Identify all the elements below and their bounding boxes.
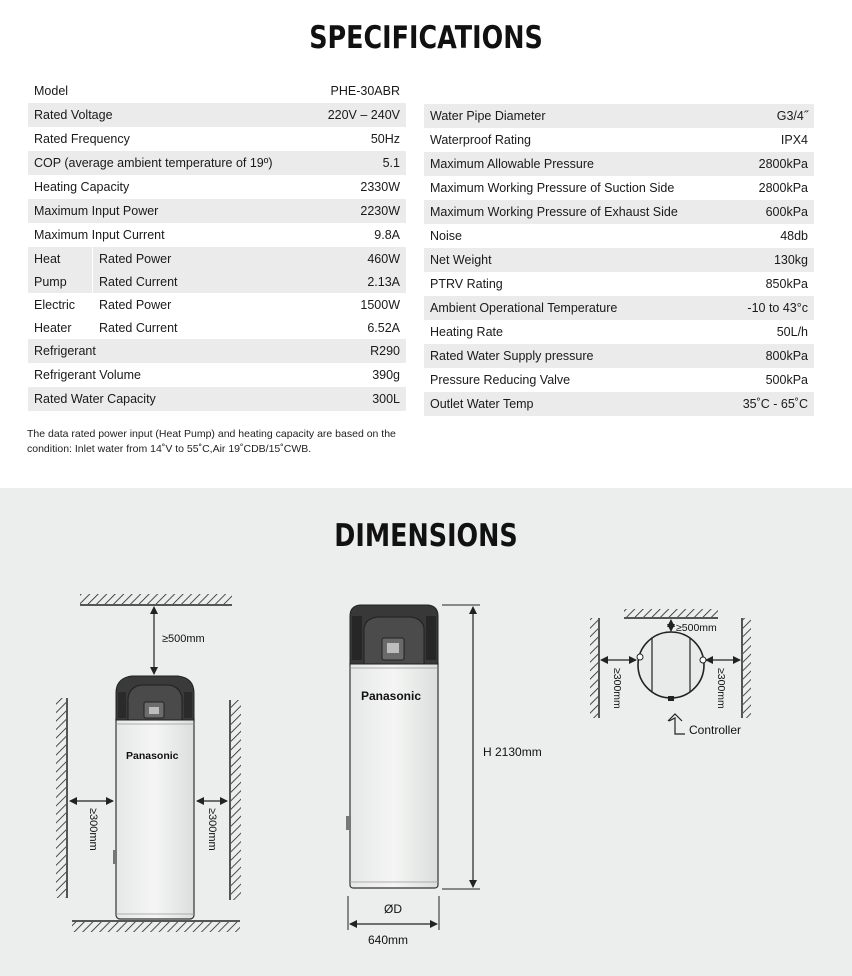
- spec-value: 220V – 240V: [308, 103, 406, 127]
- group-label: Heat: [28, 247, 93, 270]
- group-label: Pump: [28, 270, 93, 293]
- right-clearance-label: ≥300mm: [206, 808, 218, 851]
- spec-value: G3/4˝: [725, 104, 814, 128]
- spec-value: 130kg: [725, 248, 814, 272]
- left-spec-table: [28, 79, 406, 411]
- spec-value: -10 to 43°c: [725, 296, 814, 320]
- ceiling-hatch: [80, 594, 232, 604]
- spec-value: 600kPa: [725, 200, 814, 224]
- side-tank: [346, 605, 438, 888]
- spec-label: Rated Power: [99, 297, 172, 312]
- spec-value: 2230W: [308, 199, 406, 223]
- spec-row: [424, 320, 814, 344]
- height-label: H 2130mm: [483, 745, 542, 759]
- spec-label: Model: [34, 84, 69, 98]
- spec-row: [28, 363, 406, 387]
- spec-label: Rated Water Supply pressure: [424, 344, 725, 368]
- spec-row: [424, 392, 814, 416]
- spec-label: COP (average ambient temperature of 19º): [28, 151, 308, 175]
- top-clearance-label: ≥500mm: [162, 633, 205, 645]
- spec-label: Maximum Working Pressure of Suction Side: [430, 181, 675, 195]
- spec-label: Maximum Working Pressure of Exhaust Side: [424, 200, 725, 224]
- spec-label: Net Weight: [424, 248, 725, 272]
- spec-label: Ambient Operational Temperature: [424, 296, 725, 320]
- spec-value: 35˚C - 65˚C: [725, 392, 814, 416]
- plan-tank-circle: [638, 632, 704, 698]
- right-wall-hatch: [231, 700, 241, 900]
- height-view: [346, 605, 542, 947]
- spec-label: Noise: [430, 229, 462, 243]
- group-label: Electric: [28, 293, 93, 316]
- spec-value: 500kPa: [765, 373, 808, 387]
- spec-value: 48db: [780, 229, 808, 243]
- side-tank-brand: Panasonic: [361, 689, 422, 703]
- spec-row: [424, 152, 814, 176]
- spec-value: 460W: [308, 247, 406, 270]
- spec-label: Maximum Allowable Pressure: [424, 152, 725, 176]
- dimensions-section: [0, 488, 852, 976]
- spec-label: Rated Power: [93, 247, 309, 270]
- plan-right-clearance-label: ≥300mm: [715, 668, 727, 709]
- plan-view: [590, 609, 751, 737]
- plan-fitting-left: [637, 654, 643, 660]
- diameter-value: 640mm: [368, 933, 409, 947]
- group-label: Heater: [28, 316, 93, 339]
- spec-row: [28, 175, 406, 199]
- left-wall-hatch: [56, 698, 66, 898]
- spec-row: [28, 270, 406, 293]
- spec-row: [424, 128, 814, 152]
- front-tank: [113, 676, 194, 919]
- footnote-line-2: condition: Inlet water from 14˚V to 55˚C,Air 19˚CDB/15˚CWB.: [27, 443, 312, 455]
- plan-controller-marker: [668, 696, 674, 701]
- plan-left-clearance-label: ≥300mm: [611, 668, 623, 709]
- spec-label: Maximum Input Power: [28, 199, 308, 223]
- spec-row: [424, 104, 814, 128]
- spec-label: Rated Current: [99, 320, 178, 335]
- spec-row: [28, 316, 406, 339]
- spec-row: [28, 199, 406, 223]
- spec-label: Rated Frequency: [34, 132, 130, 146]
- spec-row: [28, 293, 406, 316]
- footnote-line-1: The data rated power input (Heat Pump) and heating capacity are based on the: [27, 428, 396, 440]
- plan-left-wall-hatch: [590, 618, 598, 718]
- spec-label: Refrigerant: [28, 339, 308, 363]
- spec-row: [28, 223, 406, 247]
- spec-label: Refrigerant Volume: [34, 368, 142, 382]
- spec-value: 2800kPa: [725, 152, 814, 176]
- spec-label: Rated Voltage: [28, 103, 308, 127]
- plan-top-clearance-label: ≥500mm: [676, 622, 717, 634]
- plan-right-wall-hatch: [743, 618, 751, 718]
- controller-leader: [669, 718, 685, 734]
- spec-footnote: [27, 427, 427, 457]
- spec-value: R290: [308, 339, 406, 363]
- spec-row: [28, 79, 406, 103]
- spec-row: [28, 127, 406, 151]
- specifications-title: SPECIFICATIONS: [309, 20, 543, 56]
- spec-row: [28, 339, 406, 363]
- spec-row: [28, 247, 406, 270]
- spec-row: [424, 224, 814, 248]
- spec-row: [424, 296, 814, 320]
- diameter-symbol: ØD: [384, 902, 402, 916]
- spec-label: Heating Rate: [430, 325, 503, 339]
- front-clearance-view: [56, 594, 241, 932]
- dimensions-title: DIMENSIONS: [334, 518, 518, 554]
- spec-value: 50L/h: [776, 325, 808, 339]
- plan-fitting-right: [700, 657, 706, 663]
- spec-value: PHE-30ABR: [330, 84, 400, 98]
- left-clearance-label: ≥300mm: [87, 808, 99, 851]
- spec-row: [424, 200, 814, 224]
- spec-label: Rated Current: [93, 270, 309, 293]
- spec-value: 1500W: [360, 297, 400, 312]
- spec-value: 850kPa: [765, 277, 808, 291]
- spec-value: 50Hz: [370, 132, 400, 146]
- spec-row: [28, 387, 406, 411]
- spec-value: IPX4: [780, 133, 808, 147]
- spec-label: Heating Capacity: [34, 180, 130, 194]
- spec-row: [424, 368, 814, 392]
- plan-top-wall-hatch: [624, 609, 718, 617]
- spec-label: Outlet Water Temp: [424, 392, 725, 416]
- spec-label: Maximum Input Current: [34, 228, 165, 242]
- spec-value: 800kPa: [725, 344, 814, 368]
- floor-hatch: [72, 922, 240, 932]
- dimensions-diagram: [0, 488, 852, 976]
- spec-row: [424, 344, 814, 368]
- spec-label: Pressure Reducing Valve: [430, 373, 571, 387]
- spec-label: Water Pipe Diameter: [424, 104, 725, 128]
- spec-row: [424, 272, 814, 296]
- spec-label: Rated Water Capacity: [28, 387, 308, 411]
- spec-label: PTRV Rating: [430, 277, 503, 291]
- spec-value: 2.13A: [308, 270, 406, 293]
- spec-value: 9.8A: [374, 228, 400, 242]
- front-tank-brand: Panasonic: [126, 750, 179, 762]
- right-spec-table: [424, 104, 814, 416]
- spec-value: 6.52A: [367, 320, 400, 335]
- controller-label: Controller: [689, 723, 742, 737]
- spec-value: 5.1: [308, 151, 406, 175]
- spec-row: [424, 176, 814, 200]
- spec-value: 390g: [372, 368, 400, 382]
- spec-row: [424, 248, 814, 272]
- spec-row: [28, 103, 406, 127]
- spec-value: 300L: [308, 387, 406, 411]
- spec-label: Waterproof Rating: [430, 133, 531, 147]
- spec-row: [28, 151, 406, 175]
- spec-value: 2330W: [360, 180, 400, 194]
- spec-value: 2800kPa: [758, 181, 808, 195]
